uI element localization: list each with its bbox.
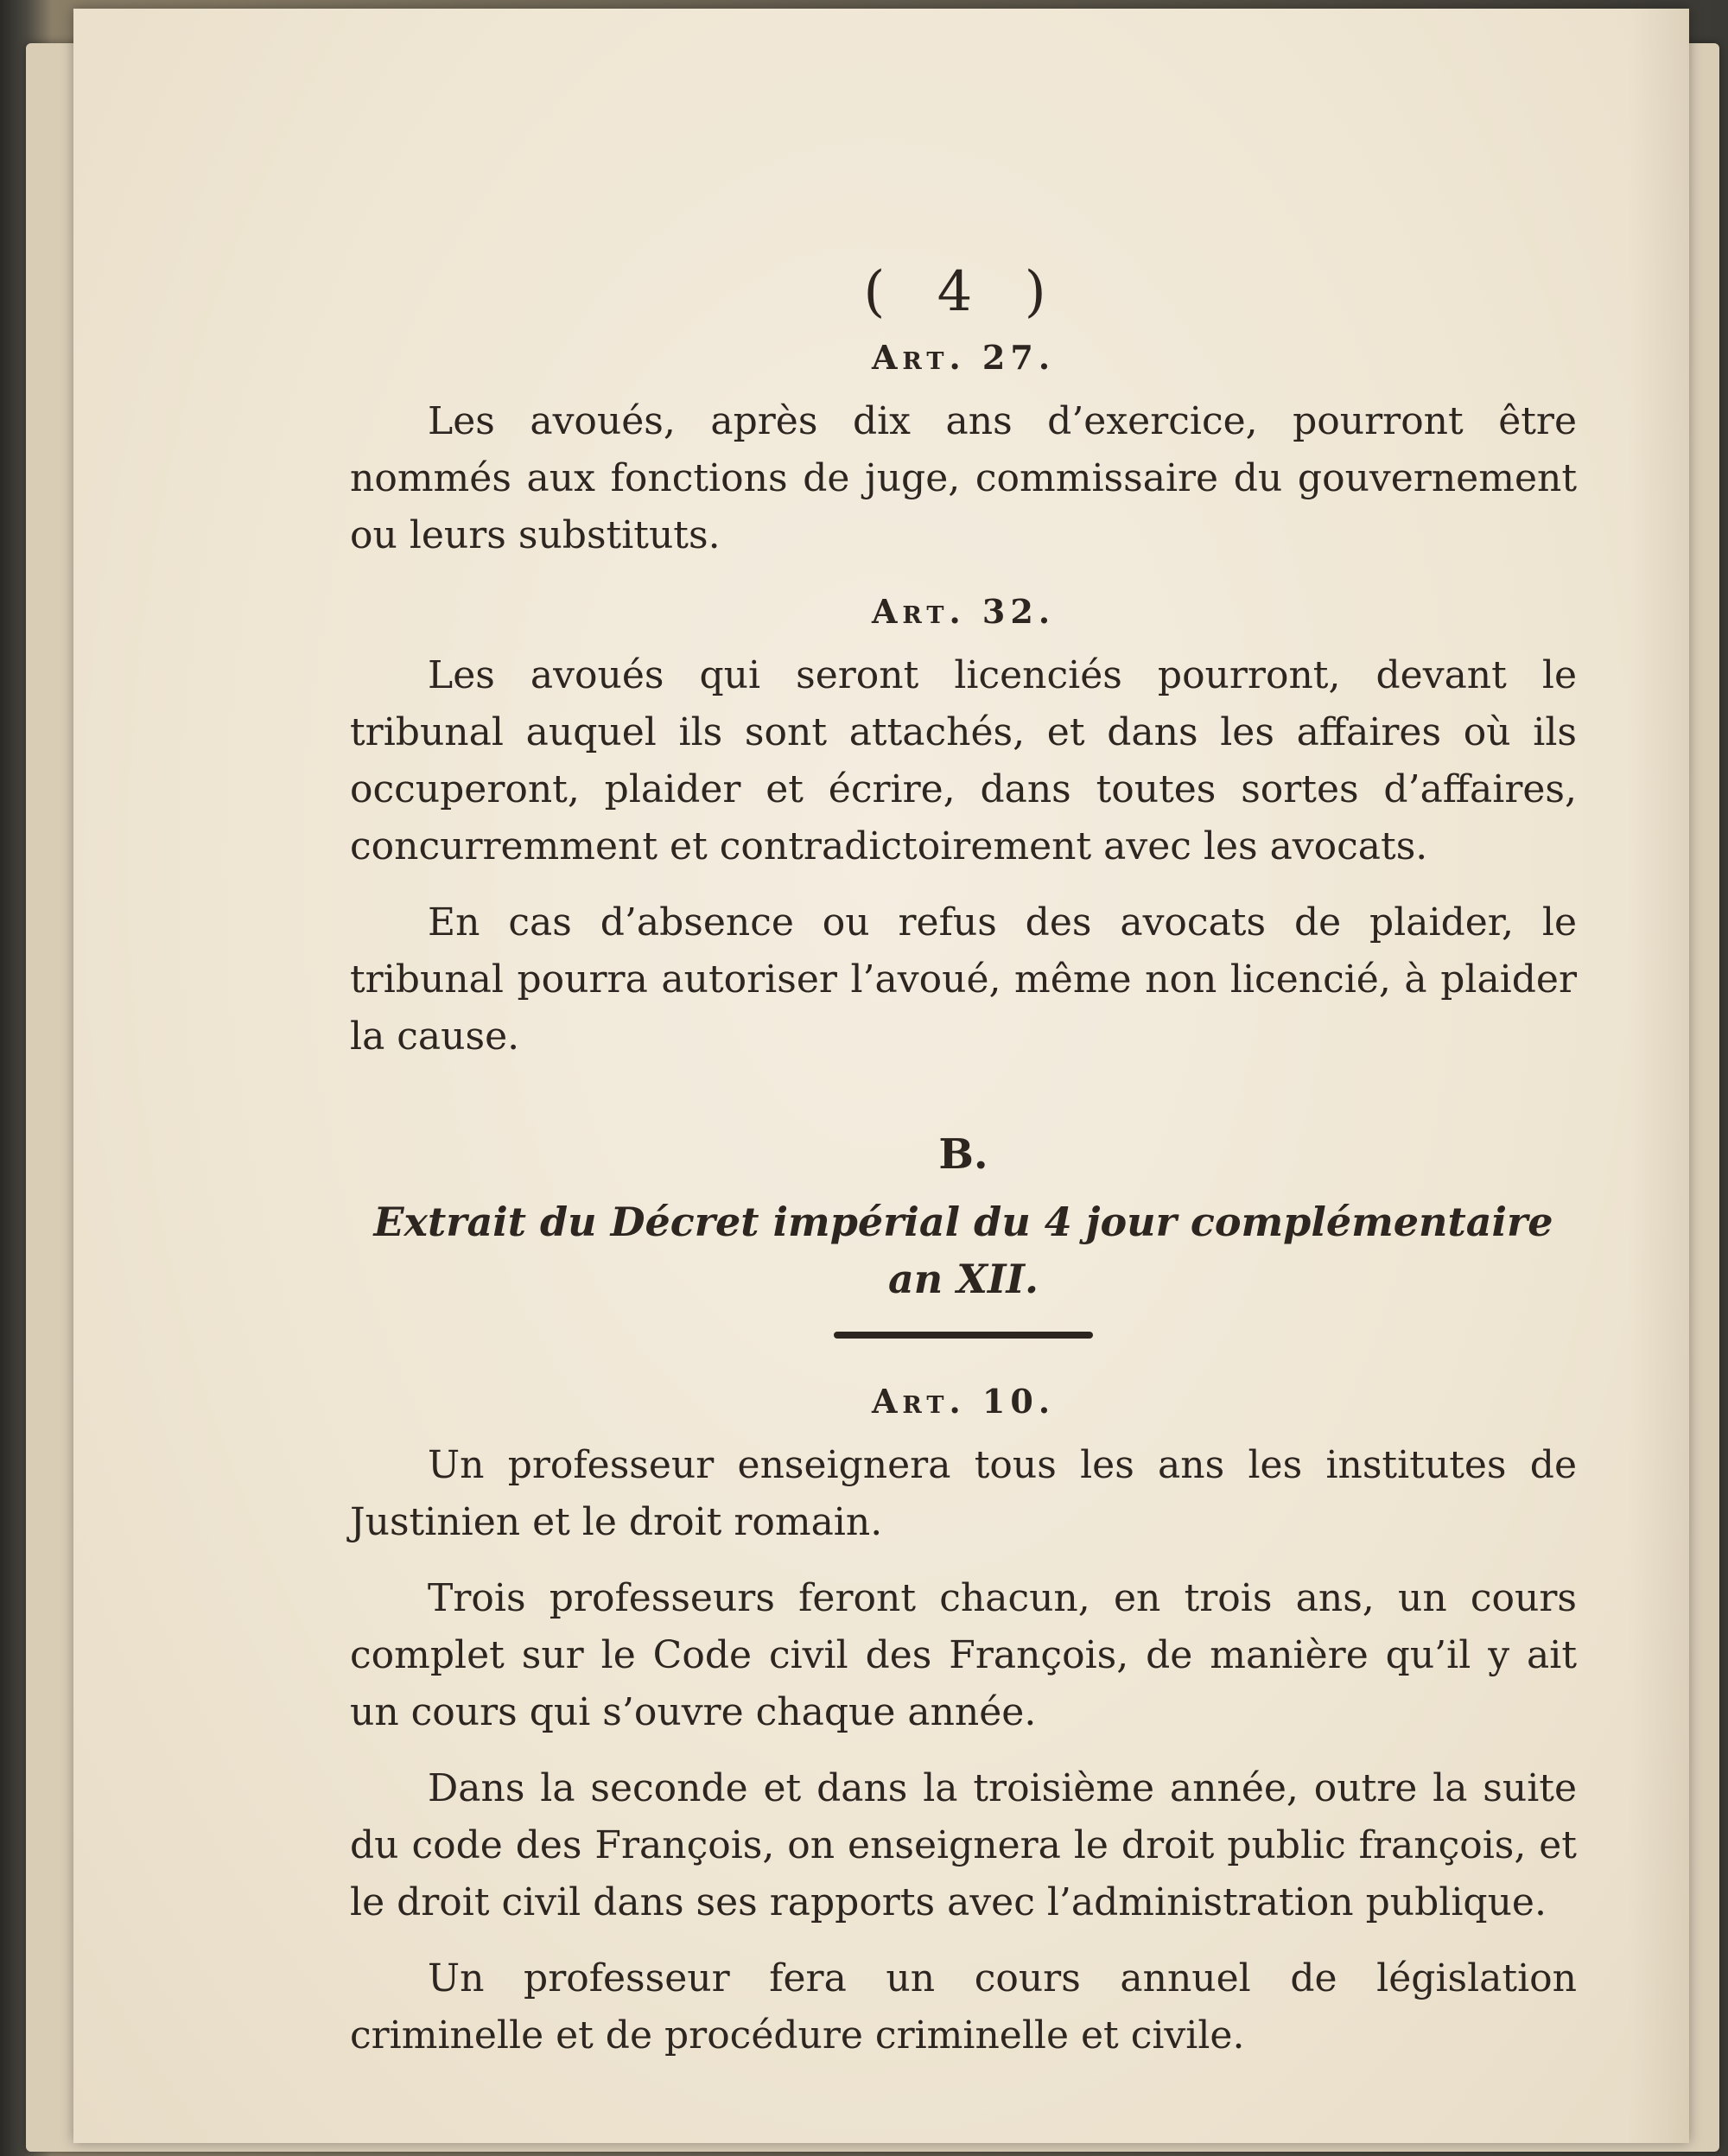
page-number: ( 4 ) xyxy=(863,260,1064,324)
article-paragraph: Trois professeurs feront chacun, en trois ans, un cours complet sur le Code civil des François, de manière qu’il y ait un cours qui s’ouvre chaque année. xyxy=(350,1576,1577,1734)
section-title: Extrait du Décret impérial du 4 jour complémentaire an XII. xyxy=(373,1199,1553,1302)
section-divider xyxy=(834,1332,1093,1339)
article-paragraph: Les avoués qui seront licenciés pourront, devant le tribunal auquel ils sont attachés, et dans les affaires où ils occuperont, plaider et écrire, dans toutes sortes d’affaires, concurremment et contradictoirement avec les avocats. xyxy=(350,653,1577,868)
book-page xyxy=(73,9,1689,2143)
article-paragraph: Un professeur enseignera tous les ans les institutes de Justinien et le droit romain. xyxy=(350,1443,1577,1544)
article-heading: Art. 10. xyxy=(871,1382,1056,1421)
section-letter: B. xyxy=(938,1130,988,1179)
page-edge-shading xyxy=(1629,9,1689,2143)
article-heading: Art. 32. xyxy=(871,592,1056,631)
article-paragraph: Un professeur fera un cours annuel de législation criminelle et de procédure criminelle et civile. xyxy=(350,1956,1577,2057)
page-text xyxy=(350,260,1577,2083)
article-paragraph: Les avoués, après dix ans d’exercice, pourront être nommés aux fonctions de juge, commissaire du gouvernement ou leurs substituts. xyxy=(350,399,1577,557)
article-heading: Art. 27. xyxy=(871,338,1056,377)
article-paragraph: En cas d’absence ou refus des avocats de plaider, le tribunal pourra autoriser l’avoué, même non licencié, à plaider la cause. xyxy=(350,900,1577,1059)
article-paragraph: Dans la seconde et dans la troisième année, outre la suite du code des François, on enseignera le droit public françois, et le droit civil dans ses rapports avec l’administration publique. xyxy=(350,1766,1577,1924)
